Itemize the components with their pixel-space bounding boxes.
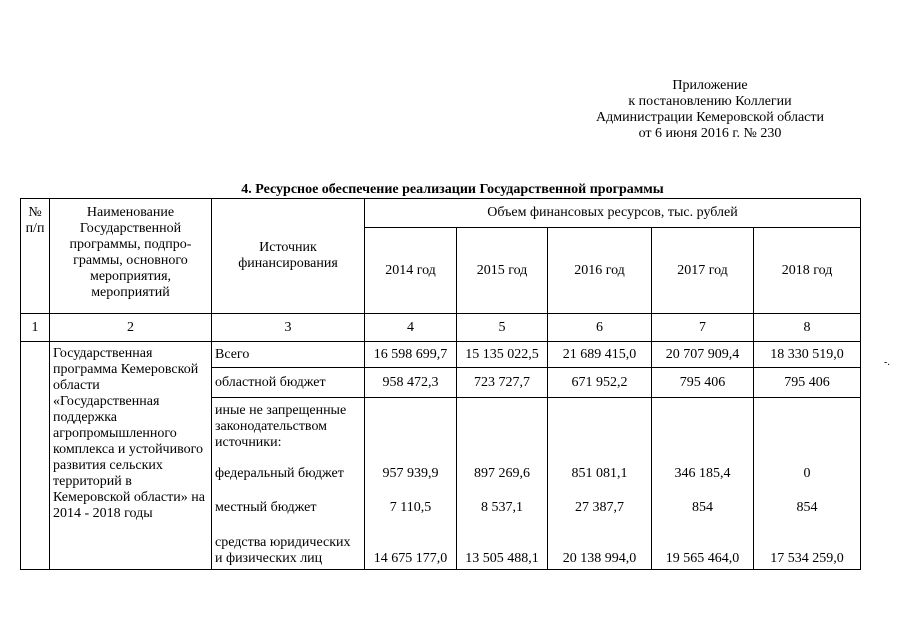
value-cell — [652, 398, 754, 458]
value-cell: 346 185,4 — [652, 458, 754, 491]
value-cell — [365, 398, 457, 458]
value-cell: 27 387,7 — [548, 491, 652, 526]
col-number: 8 — [754, 314, 861, 342]
value-cell: 13 505 488,1 — [457, 526, 548, 570]
col-number: 5 — [457, 314, 548, 342]
header-num: № п/п — [21, 199, 50, 314]
source-cell: иные не запрещенные законодательством источники: — [212, 398, 365, 458]
header-year: 2014 год — [365, 228, 457, 314]
value-cell — [457, 398, 548, 458]
value-cell — [754, 398, 861, 458]
source-cell: местный бюджет — [212, 491, 365, 526]
value-cell: 795 406 — [754, 368, 861, 398]
source-cell: Всего — [212, 342, 365, 368]
value-cell: 958 472,3 — [365, 368, 457, 398]
appendix-line-2: к постановлению Коллегии — [628, 94, 792, 109]
value-cell: 17 534 259,0 — [754, 526, 861, 570]
appendix-block — [560, 78, 860, 142]
header-year: 2018 год — [754, 228, 861, 314]
header-source: Источник финансирования — [212, 199, 365, 314]
table-row — [21, 342, 861, 368]
col-number: 6 — [548, 314, 652, 342]
header-year: 2017 год — [652, 228, 754, 314]
header-volume: Объем финансовых ресурсов, тыс. рублей — [365, 199, 861, 228]
appendix-line-3: Администрации Кемеровской области — [596, 110, 824, 125]
col-number: 3 — [212, 314, 365, 342]
value-cell: 19 565 464,0 — [652, 526, 754, 570]
resource-table — [20, 198, 861, 570]
value-cell: 18 330 519,0 — [754, 342, 861, 368]
col-number: 1 — [21, 314, 50, 342]
value-cell: 7 110,5 — [365, 491, 457, 526]
header-year: 2016 год — [548, 228, 652, 314]
appendix-line-4: от 6 июня 2016 г. № 230 — [638, 126, 782, 141]
col-number: 4 — [365, 314, 457, 342]
value-cell: 671 952,2 — [548, 368, 652, 398]
value-cell: 897 269,6 — [457, 458, 548, 491]
document-title: 4. Ресурсное обеспечение реализации Государственной программы — [241, 182, 664, 197]
source-cell: федеральный бюджет — [212, 458, 365, 491]
source-cell: средства юридических и физических лиц — [212, 526, 365, 570]
appendix-line-1: Приложение — [672, 78, 748, 93]
header-year: 2015 год — [457, 228, 548, 314]
value-cell: 795 406 — [652, 368, 754, 398]
value-cell: 0 — [754, 458, 861, 491]
value-cell: 14 675 177,0 — [365, 526, 457, 570]
value-cell: 851 081,1 — [548, 458, 652, 491]
col-number: 7 — [652, 314, 754, 342]
program-name: Государственная программа Кемеровской области «Государственная поддержка агропромышленного комплекса и устойчивого развития сельских территорий в Кемеровской области» на 2014 - 2018 годы — [50, 342, 212, 570]
value-cell: 20 707 909,4 — [652, 342, 754, 368]
header-name: Наименование Государственной программы, подпро-граммы, основного мероприятия, мероприятий — [50, 199, 212, 314]
value-cell: 8 537,1 — [457, 491, 548, 526]
header-row-1 — [21, 199, 861, 228]
value-cell: 723 727,7 — [457, 368, 548, 398]
row-number-cell — [21, 342, 50, 570]
value-cell: 854 — [652, 491, 754, 526]
value-cell: 854 — [754, 491, 861, 526]
value-cell: 20 138 994,0 — [548, 526, 652, 570]
source-cell: областной бюджет — [212, 368, 365, 398]
column-number-row — [21, 314, 861, 342]
value-cell: 957 939,9 — [365, 458, 457, 491]
value-cell: 15 135 022,5 — [457, 342, 548, 368]
side-mark: -. — [884, 357, 890, 368]
value-cell — [548, 398, 652, 458]
value-cell: 21 689 415,0 — [548, 342, 652, 368]
value-cell: 16 598 699,7 — [365, 342, 457, 368]
col-number: 2 — [50, 314, 212, 342]
